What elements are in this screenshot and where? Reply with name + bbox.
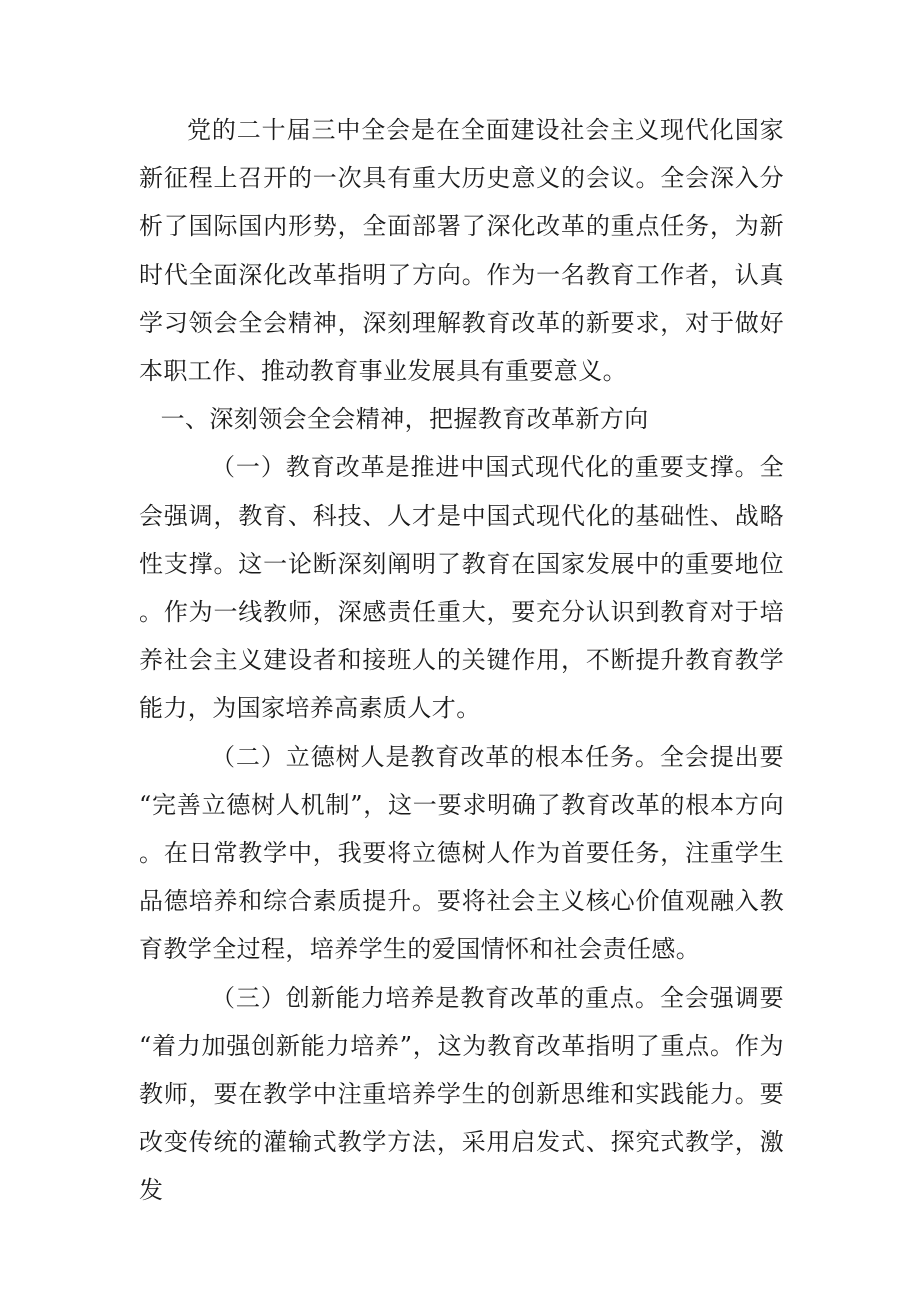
subsection-paragraph-2: （二）立德树人是教育改革的根本任务。全会提出要“完善立德树人机制”，这一要求明确了教育改革的根本方向。在日常教学中，我要将立德树人作为首要任务，注重学生品德培养和综合素质提升。要将社会主义核心价值观融入教育教学全过程，培养学生的爱国情怀和社会责任感。 bbox=[139, 742, 784, 964]
section-heading-1: 一、深刻领会全会精神，把握教育改革新方向 bbox=[160, 405, 649, 434]
subsection-paragraph-1: （一）教育改革是推进中国式现代化的重要支撑。全会强调，教育、科技、人才是中国式现代化的基础性、战略性支撑。这一论断深刻阐明了教育在国家发展中的重要地位。作为一线教师，深感责任重大，要充分认识到教育对于培养社会主义建设者和接班人的关键作用，不断提升教育教学能力，为国家培养高素质人才。 bbox=[139, 453, 784, 723]
subsection-paragraph-3: （三）创新能力培养是教育改革的重点。全会强调要“着力加强创新能力培养”，这为教育改革指明了重点。作为教师，要在教学中注重培养学生的创新思维和实践能力。要改变传统的灌输式教学方法，采用启发式、探究式教学，激发 bbox=[139, 983, 784, 1205]
document-body bbox=[139, 106, 784, 1215]
intro-paragraph: 党的二十届三中全会是在全面建设社会主义现代化国家新征程上召开的一次具有重大历史意义的会议。全会深入分析了国际国内形势，全面部署了深化改革的重点任务，为新时代全面深化改革指明了方向。作为一名教育工作者，认真学习领会全会精神，深刻理解教育改革的新要求，对于做好本职工作、推动教育事业发展具有重要意义。 bbox=[139, 116, 784, 386]
